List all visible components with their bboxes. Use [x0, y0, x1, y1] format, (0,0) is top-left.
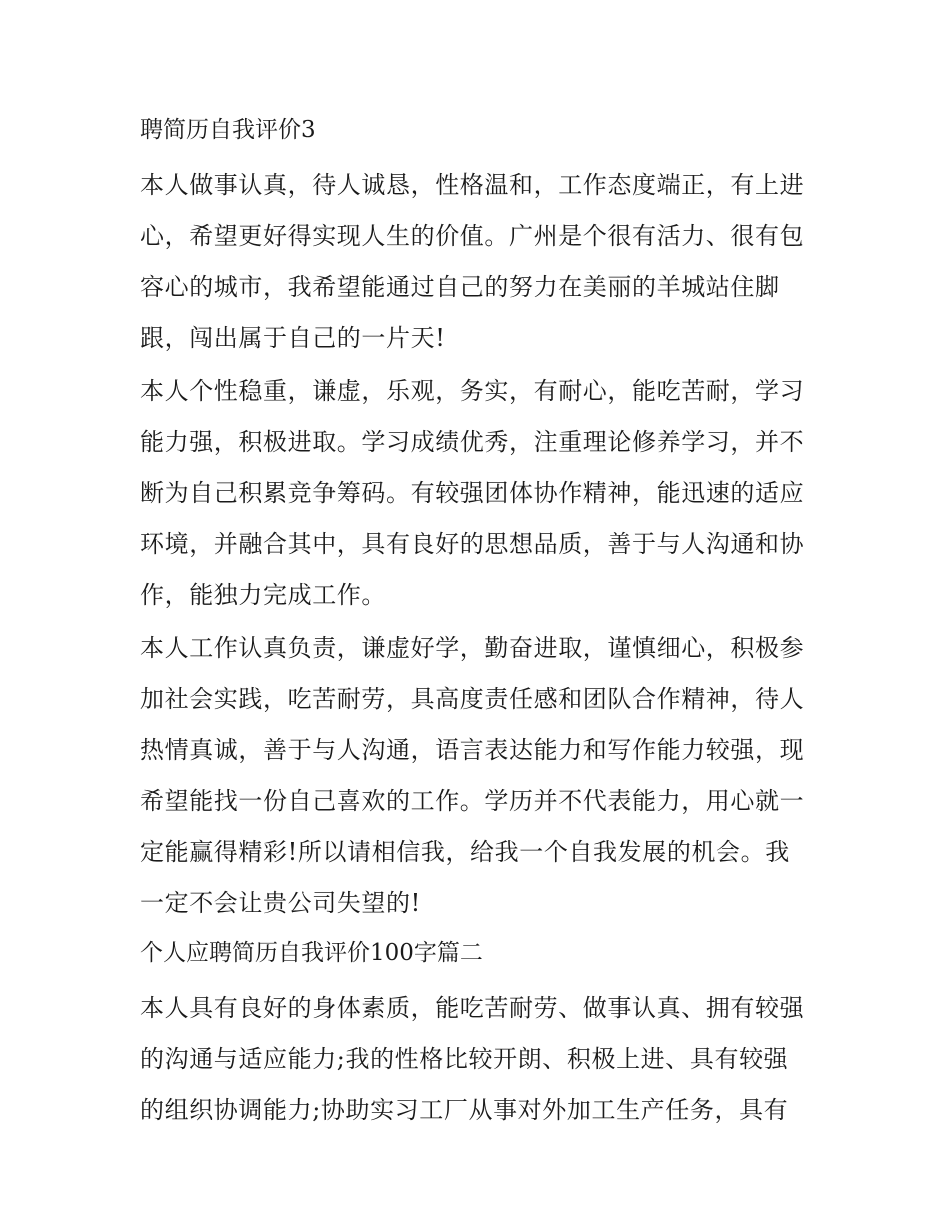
document-page	[140, 108, 820, 1138]
section-heading-1: 聘简历自我评价3	[140, 117, 316, 143]
paragraph-line: 的沟通与适应能力;我的性格比较开朗、积极上进、具有较强	[140, 1045, 789, 1073]
paragraph-line: 容心的城市，我希望能通过自己的努力在美丽的羊城站住脚	[140, 273, 780, 301]
paragraph-line: 的组织协调能力;协助实习工厂从事对外加工生产任务，具有	[140, 1096, 789, 1124]
paragraph-line: 一定不会让贵公司失望的!	[140, 889, 421, 917]
paragraph-line: 加社会实践，吃苦耐劳，具高度责任感和团队合作精神，待人	[140, 685, 805, 713]
paragraph-line: 定能赢得精彩!所以请相信我，给我一个自我发展的机会。我	[140, 838, 790, 866]
paragraph-line: 心，希望更好得实现人生的价值。广州是个很有活力、很有包	[140, 222, 805, 250]
paragraph-line: 本人具有良好的身体素质，能吃苦耐劳、做事认真、拥有较强	[140, 994, 805, 1022]
paragraph-4	[140, 983, 820, 1136]
section-heading-2: 个人应聘简历自我评价100字篇二	[140, 940, 483, 966]
paragraph-2	[140, 366, 820, 621]
paragraph-line: 断为自己积累竞争筹码。有较强团体协作精神，能迅速的适应	[140, 479, 805, 507]
paragraph-line: 本人工作认真负责，谦虚好学，勤奋进取，谨慎细心，积极参	[140, 634, 805, 662]
paragraph-line: 本人做事认真，待人诚恳，性格温和，工作态度端正，有上进	[140, 171, 805, 199]
paragraph-3	[140, 623, 820, 929]
paragraph-line: 希望能找一份自己喜欢的工作。学历并不代表能力，用心就一	[140, 787, 805, 815]
paragraph-line: 本人个性稳重，谦虚，乐观，务实，有耐心，能吃苦耐，学习	[140, 377, 805, 405]
paragraph-1	[140, 160, 820, 364]
paragraph-line: 环境，并融合其中，具有良好的思想品质，善于与人沟通和协	[140, 530, 805, 558]
paragraph-line: 热情真诚，善于与人沟通，语言表达能力和写作能力较强，现	[140, 736, 805, 764]
paragraph-line: 能力强，积极进取。学习成绩优秀，注重理论修养学习，并不	[140, 428, 805, 456]
paragraph-line: 作，能独力完成工作。	[140, 581, 386, 609]
paragraph-line: 跟，闯出属于自己的一片天!	[140, 324, 446, 352]
